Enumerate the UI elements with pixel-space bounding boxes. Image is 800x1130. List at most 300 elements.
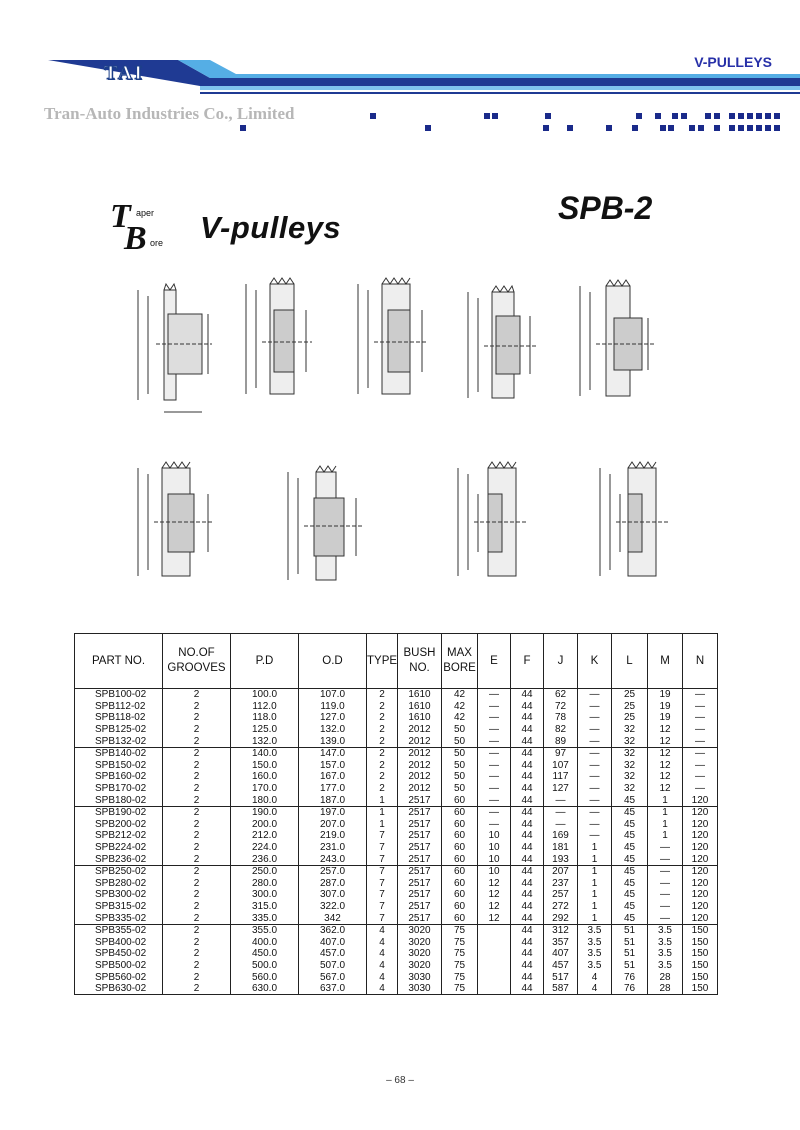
table-cell: — <box>648 912 683 924</box>
table-cell: — <box>478 689 511 701</box>
table-cell: 120 <box>683 830 718 842</box>
table-cell: 450.0 <box>231 948 299 960</box>
table-body <box>75 689 718 995</box>
table-cell: 4 <box>367 936 398 948</box>
table-cell: 2 <box>163 842 231 854</box>
table-cell: 3020 <box>398 924 442 936</box>
table-cell: 2 <box>163 878 231 890</box>
table-row <box>75 901 718 913</box>
table-cell: 12 <box>648 724 683 736</box>
table-cell: 44 <box>511 948 544 960</box>
table-cell: 147.0 <box>299 747 367 759</box>
table-cell: 44 <box>511 901 544 913</box>
table-cell: 60 <box>442 794 478 806</box>
table-cell: 10 <box>478 842 511 854</box>
table-cell: 28 <box>648 971 683 983</box>
table-cell: 2 <box>163 819 231 831</box>
table-cell: 1 <box>648 819 683 831</box>
table-cell: SPB112-02 <box>75 701 163 713</box>
table-cell: 1 <box>578 842 612 854</box>
table-cell: — <box>478 712 511 724</box>
table-row <box>75 960 718 972</box>
table-cell: 181 <box>544 842 578 854</box>
table-cell: 12 <box>478 912 511 924</box>
table-cell: 307.0 <box>299 889 367 901</box>
table-cell: 3030 <box>398 983 442 995</box>
table-cell: 1 <box>648 830 683 842</box>
table-cell: — <box>478 724 511 736</box>
table-cell: 630.0 <box>231 983 299 995</box>
table-cell: 150 <box>683 960 718 972</box>
table-cell: — <box>648 853 683 865</box>
table-cell: 44 <box>511 819 544 831</box>
table-cell: 2517 <box>398 794 442 806</box>
table-cell: 2 <box>163 771 231 783</box>
column-header <box>683 634 718 689</box>
table-cell: 60 <box>442 842 478 854</box>
table-cell: 45 <box>612 912 648 924</box>
table-cell: — <box>578 806 612 818</box>
table-cell: 1 <box>367 806 398 818</box>
table-cell: 257.0 <box>299 865 367 877</box>
table-cell: 4 <box>367 983 398 995</box>
table-cell: — <box>648 865 683 877</box>
table-cell: 3.5 <box>648 960 683 972</box>
table-cell: 118.0 <box>231 712 299 724</box>
table-cell: 4 <box>367 924 398 936</box>
table-cell: 75 <box>442 960 478 972</box>
column-header <box>75 634 163 689</box>
table-cell: — <box>578 794 612 806</box>
table-cell: 44 <box>511 701 544 713</box>
table-cell: 1 <box>578 889 612 901</box>
table-cell: 120 <box>683 878 718 890</box>
table-cell: 44 <box>511 971 544 983</box>
table-cell: 2012 <box>398 760 442 772</box>
table-row <box>75 865 718 877</box>
table-cell: 169 <box>544 830 578 842</box>
table-cell: SPB118-02 <box>75 712 163 724</box>
table-cell: 587 <box>544 983 578 995</box>
table-cell: 170.0 <box>231 783 299 795</box>
table-cell: 50 <box>442 771 478 783</box>
page-title: V-pulleys <box>200 210 342 245</box>
table-cell: 60 <box>442 830 478 842</box>
table-cell: 32 <box>612 783 648 795</box>
table-row <box>75 842 718 854</box>
table-cell: 120 <box>683 853 718 865</box>
table-cell: 2 <box>163 912 231 924</box>
table-cell: 51 <box>612 948 648 960</box>
column-header <box>544 634 578 689</box>
table-cell: 177.0 <box>299 783 367 795</box>
table-cell: 2 <box>163 701 231 713</box>
table-cell: 4 <box>367 960 398 972</box>
table-cell: — <box>648 889 683 901</box>
table-cell: 45 <box>612 889 648 901</box>
table-cell: 82 <box>544 724 578 736</box>
table-cell: 3.5 <box>648 936 683 948</box>
table-cell: 100.0 <box>231 689 299 701</box>
table-cell: 2 <box>367 689 398 701</box>
column-header <box>578 634 612 689</box>
table-cell: 44 <box>511 889 544 901</box>
table-cell: SPB150-02 <box>75 760 163 772</box>
table-cell <box>478 948 511 960</box>
table-cell: SPB125-02 <box>75 724 163 736</box>
table-row <box>75 701 718 713</box>
table-cell: 4 <box>578 971 612 983</box>
table-cell: — <box>683 747 718 759</box>
table-cell: 2012 <box>398 735 442 747</box>
table-cell: 50 <box>442 735 478 747</box>
table-cell: 2 <box>163 724 231 736</box>
table-cell: 125.0 <box>231 724 299 736</box>
table-cell: 257 <box>544 889 578 901</box>
column-header <box>511 634 544 689</box>
tb-ore: ore <box>150 238 164 248</box>
table-cell: 2012 <box>398 771 442 783</box>
page-number: – 68 – <box>386 1075 414 1086</box>
table-cell: 7 <box>367 842 398 854</box>
table-row <box>75 853 718 865</box>
table-cell: 60 <box>442 912 478 924</box>
table-cell: 60 <box>442 901 478 913</box>
table-cell: 42 <box>442 701 478 713</box>
table-cell: 2 <box>163 948 231 960</box>
table-cell: SPB132-02 <box>75 735 163 747</box>
table-cell: 44 <box>511 724 544 736</box>
table-cell: 127.0 <box>299 712 367 724</box>
table-cell: 44 <box>511 912 544 924</box>
table-row <box>75 747 718 759</box>
table-cell: 120 <box>683 806 718 818</box>
table-cell <box>478 971 511 983</box>
table-cell: 60 <box>442 853 478 865</box>
section-title: V-PULLEYS <box>694 54 772 70</box>
table-cell: 45 <box>612 853 648 865</box>
table-cell: 2 <box>367 783 398 795</box>
table-cell: 25 <box>612 701 648 713</box>
table-cell: 3.5 <box>578 936 612 948</box>
column-header-line1: L <box>626 654 633 667</box>
table-cell: 139.0 <box>299 735 367 747</box>
table-cell: — <box>578 760 612 772</box>
table-cell: 78 <box>544 712 578 724</box>
table-row <box>75 771 718 783</box>
table-cell: — <box>478 747 511 759</box>
pulley-drawing-type-8 <box>448 452 538 602</box>
table-row <box>75 889 718 901</box>
table-cell: 187.0 <box>299 794 367 806</box>
table-cell: 2 <box>163 924 231 936</box>
table-cell: 2 <box>163 936 231 948</box>
table-cell: 190.0 <box>231 806 299 818</box>
table-cell: — <box>544 806 578 818</box>
table-cell: 45 <box>612 901 648 913</box>
table-cell: — <box>578 735 612 747</box>
table-cell: — <box>478 771 511 783</box>
table-cell: — <box>544 794 578 806</box>
table-cell: 120 <box>683 889 718 901</box>
table-cell: 45 <box>612 830 648 842</box>
table-cell: 3020 <box>398 960 442 972</box>
table-cell: — <box>683 712 718 724</box>
table-cell: 120 <box>683 912 718 924</box>
table-cell: 7 <box>367 912 398 924</box>
table-cell: SPB630-02 <box>75 983 163 995</box>
table-row <box>75 689 718 701</box>
table-row <box>75 712 718 724</box>
tb-aper: aper <box>136 208 155 218</box>
table-cell: 2517 <box>398 865 442 877</box>
table-cell: 10 <box>478 853 511 865</box>
table-cell: 12 <box>648 771 683 783</box>
table-cell: 150 <box>683 924 718 936</box>
table-cell: 12 <box>648 760 683 772</box>
table-cell: 32 <box>612 760 648 772</box>
table-cell: 19 <box>648 701 683 713</box>
table-cell: 193 <box>544 853 578 865</box>
table-cell: 2 <box>163 735 231 747</box>
table-cell: — <box>683 735 718 747</box>
table-cell: 4 <box>367 948 398 960</box>
table-cell: 207.0 <box>299 819 367 831</box>
table-cell: SPB190-02 <box>75 806 163 818</box>
table-cell: 76 <box>612 983 648 995</box>
table-cell: — <box>478 701 511 713</box>
table-cell: 150.0 <box>231 760 299 772</box>
table-cell: 560.0 <box>231 971 299 983</box>
table-cell: SPB355-02 <box>75 924 163 936</box>
table-cell: 107 <box>544 760 578 772</box>
table-cell: SPB200-02 <box>75 819 163 831</box>
table-cell: 60 <box>442 806 478 818</box>
table-cell: 28 <box>648 983 683 995</box>
table-cell: 119.0 <box>299 701 367 713</box>
table-cell: 7 <box>367 889 398 901</box>
table-cell: — <box>478 735 511 747</box>
table-cell: 1 <box>648 794 683 806</box>
column-header <box>163 634 231 689</box>
tb-letter-t: T <box>110 198 131 235</box>
table-cell: 3030 <box>398 971 442 983</box>
table-cell: 44 <box>511 689 544 701</box>
table-cell: SPB180-02 <box>75 794 163 806</box>
table-cell: 243.0 <box>299 853 367 865</box>
table-cell: 1610 <box>398 712 442 724</box>
table-row <box>75 912 718 924</box>
table-cell: 3020 <box>398 936 442 948</box>
table-cell: 12 <box>648 783 683 795</box>
table-cell: 140.0 <box>231 747 299 759</box>
column-header <box>398 634 442 689</box>
table-header-row <box>75 634 718 689</box>
table-cell: 2 <box>367 760 398 772</box>
table-cell: 19 <box>648 689 683 701</box>
table-cell: 4 <box>578 983 612 995</box>
column-header-line1: N <box>695 654 705 667</box>
column-header-line1: BUSH <box>403 647 436 659</box>
table-cell: — <box>578 689 612 701</box>
table-cell: SPB224-02 <box>75 842 163 854</box>
table-cell: 45 <box>612 794 648 806</box>
table-cell: 4 <box>367 971 398 983</box>
table-cell: 75 <box>442 936 478 948</box>
table-cell: 2 <box>163 794 231 806</box>
table-cell: 44 <box>511 760 544 772</box>
table-cell: 51 <box>612 960 648 972</box>
table-cell: SPB160-02 <box>75 771 163 783</box>
column-header-line1: NO.OF <box>178 647 215 659</box>
table-cell: 2517 <box>398 842 442 854</box>
pulley-drawing-type-1 <box>128 272 218 432</box>
tb-letter-b: B <box>124 220 147 257</box>
table-cell: 120 <box>683 819 718 831</box>
table-cell: 2517 <box>398 853 442 865</box>
company-logo: TAI <box>103 62 145 84</box>
table-cell: 2 <box>163 865 231 877</box>
table-cell: — <box>544 819 578 831</box>
table-cell: 2517 <box>398 830 442 842</box>
table-cell: 2 <box>163 983 231 995</box>
table-cell: 224.0 <box>231 842 299 854</box>
table-cell: 180.0 <box>231 794 299 806</box>
column-header <box>612 634 648 689</box>
table-cell: 120 <box>683 865 718 877</box>
table-cell: 89 <box>544 735 578 747</box>
table-cell: 44 <box>511 794 544 806</box>
table-cell: 2 <box>367 712 398 724</box>
table-cell: — <box>478 806 511 818</box>
table-cell: — <box>578 830 612 842</box>
table-cell: 2517 <box>398 912 442 924</box>
table-cell: 127 <box>544 783 578 795</box>
table-row <box>75 783 718 795</box>
table-cell: 1 <box>578 865 612 877</box>
table-cell: 7 <box>367 878 398 890</box>
table-cell: 45 <box>612 878 648 890</box>
table-cell: 1 <box>578 901 612 913</box>
column-header <box>231 634 299 689</box>
table-cell: 2012 <box>398 724 442 736</box>
company-name: Tran-Auto Industries Co., Limited <box>44 104 295 123</box>
table-cell: 44 <box>511 878 544 890</box>
table-cell: — <box>578 771 612 783</box>
table-cell: SPB100-02 <box>75 689 163 701</box>
table-cell: 120 <box>683 842 718 854</box>
column-header <box>367 634 398 689</box>
table-cell <box>478 924 511 936</box>
column-header-line2: GROOVES <box>167 662 226 674</box>
table-cell: 32 <box>612 724 648 736</box>
table-cell: 357 <box>544 936 578 948</box>
table-cell: 207 <box>544 865 578 877</box>
table-cell: 45 <box>612 819 648 831</box>
table-cell: 12 <box>478 901 511 913</box>
series-code: SPB-2 <box>558 190 653 226</box>
table-cell: 315.0 <box>231 901 299 913</box>
table-cell: 237 <box>544 878 578 890</box>
column-header-line1: P.D <box>255 654 274 667</box>
table-cell: 44 <box>511 712 544 724</box>
table-cell: 42 <box>442 689 478 701</box>
table-cell: 44 <box>511 842 544 854</box>
table-cell: 280.0 <box>231 878 299 890</box>
table-cell: 120 <box>683 901 718 913</box>
table-cell: 1 <box>367 819 398 831</box>
table-cell: 2 <box>163 830 231 842</box>
table-cell: — <box>478 760 511 772</box>
table-cell: 7 <box>367 830 398 842</box>
table-cell: SPB280-02 <box>75 878 163 890</box>
table-cell: 2 <box>163 806 231 818</box>
column-header <box>478 634 511 689</box>
table-cell: 60 <box>442 865 478 877</box>
table-row <box>75 794 718 806</box>
table-cell: 3020 <box>398 948 442 960</box>
table-cell: 44 <box>511 936 544 948</box>
table-cell: 7 <box>367 865 398 877</box>
table-cell: 44 <box>511 830 544 842</box>
table-cell: 167.0 <box>299 771 367 783</box>
table-cell: — <box>683 760 718 772</box>
table-cell: 50 <box>442 783 478 795</box>
table-cell: 32 <box>612 771 648 783</box>
table-cell: — <box>478 819 511 831</box>
table-cell: — <box>683 724 718 736</box>
table-cell: 150 <box>683 971 718 983</box>
table-cell: 3.5 <box>578 960 612 972</box>
column-header-line1: K <box>590 654 599 667</box>
table-cell: 50 <box>442 724 478 736</box>
table-cell: 60 <box>442 878 478 890</box>
table-cell: 150 <box>683 948 718 960</box>
table-cell: — <box>578 712 612 724</box>
table-cell: 62 <box>544 689 578 701</box>
table-cell: 2517 <box>398 901 442 913</box>
table-cell: 1 <box>578 912 612 924</box>
table-cell: 2012 <box>398 747 442 759</box>
table-cell: 107.0 <box>299 689 367 701</box>
table-cell: 407 <box>544 948 578 960</box>
table-cell: 400.0 <box>231 936 299 948</box>
table-cell: — <box>683 771 718 783</box>
table-cell: 44 <box>511 735 544 747</box>
table-cell: 2 <box>163 971 231 983</box>
table-cell: 120 <box>683 794 718 806</box>
table-cell: — <box>578 747 612 759</box>
table-cell: 1610 <box>398 689 442 701</box>
table-cell: 50 <box>442 760 478 772</box>
table-cell: — <box>578 724 612 736</box>
table-row <box>75 724 718 736</box>
table-cell: 2 <box>163 960 231 972</box>
table-cell: SPB212-02 <box>75 830 163 842</box>
table-cell: 132.0 <box>299 724 367 736</box>
table-cell: 32 <box>612 735 648 747</box>
table-cell: 32 <box>612 747 648 759</box>
table-cell: 45 <box>612 806 648 818</box>
table-cell: — <box>648 878 683 890</box>
table-cell: 2012 <box>398 783 442 795</box>
table-cell: 97 <box>544 747 578 759</box>
table-cell: SPB170-02 <box>75 783 163 795</box>
table-row <box>75 760 718 772</box>
table-cell: 407.0 <box>299 936 367 948</box>
table-cell: 51 <box>612 924 648 936</box>
table-cell: — <box>683 783 718 795</box>
